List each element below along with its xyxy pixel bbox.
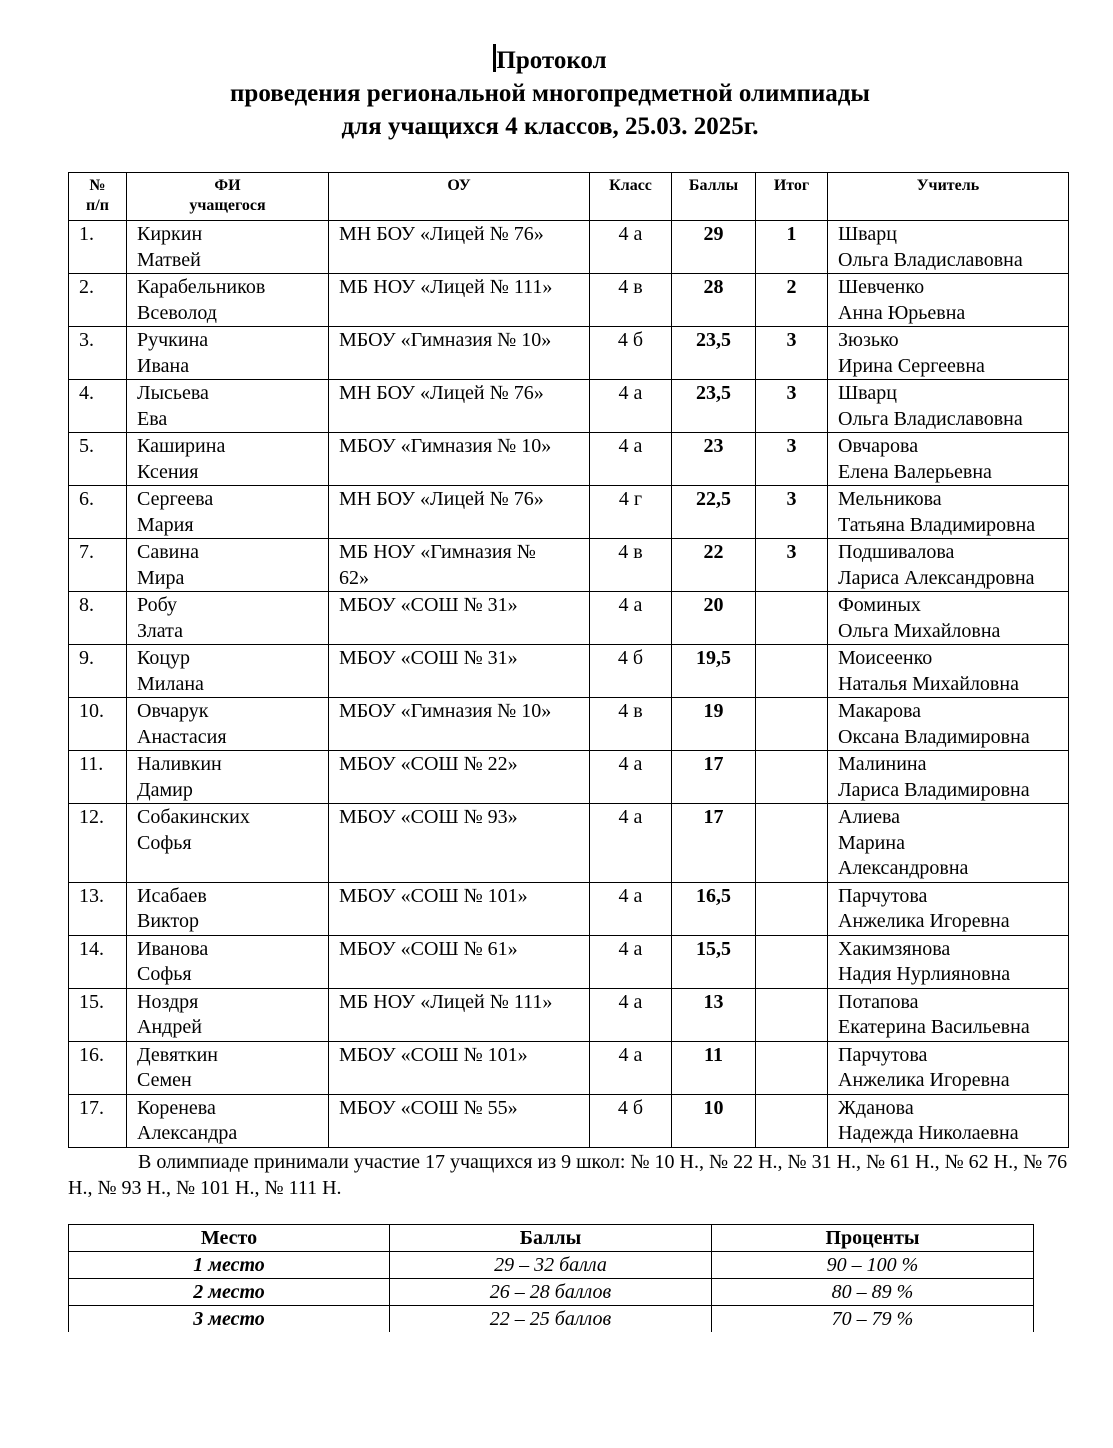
grade-cell: 4 г xyxy=(590,486,672,539)
teacher-name: Малинина Лариса Владимировна xyxy=(828,751,1069,804)
student-name: Савина Мира xyxy=(127,539,329,592)
table-row xyxy=(69,935,1069,988)
percent-range: 80 – 89 % xyxy=(712,1279,1034,1306)
table-row xyxy=(69,1094,1069,1147)
col-header-score: Баллы xyxy=(672,173,756,221)
grade-cell: 4 а xyxy=(590,380,672,433)
score-cell: 13 xyxy=(672,988,756,1041)
table-row xyxy=(69,804,1069,883)
school-name: МБОУ «СОШ № 101» xyxy=(329,882,590,935)
score-cell: 22 xyxy=(672,539,756,592)
result-cell xyxy=(756,935,828,988)
school-name: МН БОУ «Лицей № 76» xyxy=(329,380,590,433)
table-row xyxy=(69,882,1069,935)
score-cell: 29 xyxy=(672,221,756,274)
student-name: Лысьева Ева xyxy=(127,380,329,433)
student-name: Овчарук Анастасия xyxy=(127,698,329,751)
teacher-name: Шевченко Анна Юрьевна xyxy=(828,274,1069,327)
teacher-name: Хакимзянова Надия Нурлияновна xyxy=(828,935,1069,988)
student-name: Робу Злата xyxy=(127,592,329,645)
school-name: МБОУ «Гимназия № 10» xyxy=(329,433,590,486)
table-row xyxy=(69,380,1069,433)
grade-cell: 4 а xyxy=(590,935,672,988)
table-row xyxy=(69,1041,1069,1094)
place-label: 1 место xyxy=(69,1252,390,1279)
grade-cell: 4 а xyxy=(590,592,672,645)
result-cell xyxy=(756,988,828,1041)
student-name: Исабаев Виктор xyxy=(127,882,329,935)
school-name: МБОУ «Гимназия № 10» xyxy=(329,327,590,380)
place-label: 3 место xyxy=(69,1306,390,1333)
teacher-name: Моисеенко Наталья Михайловна xyxy=(828,645,1069,698)
school-name: МН БОУ «Лицей № 76» xyxy=(329,486,590,539)
grade-cell: 4 а xyxy=(590,804,672,883)
result-cell: 1 xyxy=(756,221,828,274)
student-name: Собакинских Софья xyxy=(127,804,329,883)
row-number: 1. xyxy=(69,221,127,274)
results-table xyxy=(68,172,1069,1148)
score-cell: 15,5 xyxy=(672,935,756,988)
teacher-name: Макарова Оксана Владимировна xyxy=(828,698,1069,751)
row-number: 10. xyxy=(69,698,127,751)
result-cell: 3 xyxy=(756,539,828,592)
school-name: МБ НОУ «Лицей № 111» xyxy=(329,274,590,327)
grade-cell: 4 а xyxy=(590,751,672,804)
score-cell: 16,5 xyxy=(672,882,756,935)
teacher-name: Зюзько Ирина Сергеевна xyxy=(828,327,1069,380)
row-number: 4. xyxy=(69,380,127,433)
row-number: 13. xyxy=(69,882,127,935)
places-header-place: Место xyxy=(69,1225,390,1252)
table-row xyxy=(69,433,1069,486)
student-name: Карабельников Всеволод xyxy=(127,274,329,327)
col-header-grade: Класс xyxy=(590,173,672,221)
student-name: Иванова Софья xyxy=(127,935,329,988)
grade-cell: 4 а xyxy=(590,988,672,1041)
table-row xyxy=(69,751,1069,804)
row-number: 17. xyxy=(69,1094,127,1147)
student-name: Сергеева Мария xyxy=(127,486,329,539)
row-number: 9. xyxy=(69,645,127,698)
result-cell xyxy=(756,698,828,751)
points-range: 26 – 28 баллов xyxy=(390,1279,712,1306)
grade-cell: 4 б xyxy=(590,327,672,380)
teacher-name: Овчарова Елена Валерьевна xyxy=(828,433,1069,486)
title-line-3: для учащихся 4 классов, 25.03. 2025г. xyxy=(341,113,759,140)
row-number: 16. xyxy=(69,1041,127,1094)
row-number: 2. xyxy=(69,274,127,327)
score-cell: 17 xyxy=(672,751,756,804)
table-row xyxy=(69,327,1069,380)
results-header-row xyxy=(69,173,1069,221)
participation-note: В олимпиаде принимали участие 17 учащихся из 9 школ: № 10 Н., № 22 Н., № 31 Н., № 61 Н., № 62 Н., № 76 Н., № 93 Н., № 101 Н., № 111 Н. xyxy=(68,1151,1068,1199)
row-number: 6. xyxy=(69,486,127,539)
places-header-row xyxy=(69,1225,1034,1252)
school-name: МБОУ «СОШ № 93» xyxy=(329,804,590,883)
places-body xyxy=(69,1252,1034,1333)
table-row xyxy=(69,274,1069,327)
student-name: Коренева Александра xyxy=(127,1094,329,1147)
result-cell: 2 xyxy=(756,274,828,327)
row-number: 14. xyxy=(69,935,127,988)
row-number: 12. xyxy=(69,804,127,883)
document-title xyxy=(0,44,1100,143)
teacher-name: Фоминых Ольга Михайловна xyxy=(828,592,1069,645)
score-cell: 23,5 xyxy=(672,327,756,380)
school-name: МБОУ «СОШ № 31» xyxy=(329,645,590,698)
places-header-percent: Проценты xyxy=(712,1225,1034,1252)
teacher-name: Парчутова Анжелика Игоревна xyxy=(828,882,1069,935)
score-cell: 19,5 xyxy=(672,645,756,698)
title-text-1: Протокол xyxy=(496,47,607,74)
student-name: Коцур Милана xyxy=(127,645,329,698)
title-line-1 xyxy=(0,44,1100,77)
grade-cell: 4 а xyxy=(590,221,672,274)
row-number: 5. xyxy=(69,433,127,486)
places-row xyxy=(69,1279,1034,1306)
result-cell xyxy=(756,1041,828,1094)
teacher-name: Шварц Ольга Владиславовна xyxy=(828,221,1069,274)
col-header-teacher: Учитель xyxy=(828,173,1069,221)
score-cell: 11 xyxy=(672,1041,756,1094)
row-number: 11. xyxy=(69,751,127,804)
grade-cell: 4 в xyxy=(590,274,672,327)
row-number: 15. xyxy=(69,988,127,1041)
teacher-name: Алиева Марина Александровна xyxy=(828,804,1069,883)
percent-range: 90 – 100 % xyxy=(712,1252,1034,1279)
table-row xyxy=(69,988,1069,1041)
score-cell: 20 xyxy=(672,592,756,645)
table-row xyxy=(69,645,1069,698)
score-cell: 22,5 xyxy=(672,486,756,539)
col-header-result: Итог xyxy=(756,173,828,221)
score-cell: 23,5 xyxy=(672,380,756,433)
student-name: Ручкина Ивана xyxy=(127,327,329,380)
row-number: 7. xyxy=(69,539,127,592)
result-cell: 3 xyxy=(756,327,828,380)
student-name: Каширина Ксения xyxy=(127,433,329,486)
percent-range: 70 – 79 % xyxy=(712,1306,1034,1333)
row-number: 3. xyxy=(69,327,127,380)
student-name: Киркин Матвей xyxy=(127,221,329,274)
score-cell: 28 xyxy=(672,274,756,327)
score-cell: 17 xyxy=(672,804,756,883)
results-body xyxy=(69,221,1069,1148)
teacher-name: Шварц Ольга Владиславовна xyxy=(828,380,1069,433)
result-cell xyxy=(756,751,828,804)
table-row xyxy=(69,221,1069,274)
result-cell: 3 xyxy=(756,380,828,433)
teacher-name: Подшивалова Лариса Александровна xyxy=(828,539,1069,592)
places-row xyxy=(69,1306,1034,1333)
school-name: МБОУ «СОШ № 61» xyxy=(329,935,590,988)
result-cell: 3 xyxy=(756,486,828,539)
school-name: МБ НОУ «Лицей № 111» xyxy=(329,988,590,1041)
teacher-name: Потапова Екатерина Васильевна xyxy=(828,988,1069,1041)
result-cell xyxy=(756,592,828,645)
table-row xyxy=(69,486,1069,539)
school-name: МБОУ «СОШ № 31» xyxy=(329,592,590,645)
school-name: МН БОУ «Лицей № 76» xyxy=(329,221,590,274)
student-name: Ноздря Андрей xyxy=(127,988,329,1041)
result-cell xyxy=(756,1094,828,1147)
student-name: Наливкин Дамир xyxy=(127,751,329,804)
table-row xyxy=(69,539,1069,592)
places-table xyxy=(68,1224,1034,1332)
points-range: 22 – 25 баллов xyxy=(390,1306,712,1333)
teacher-name: Парчутова Анжелика Игоревна xyxy=(828,1041,1069,1094)
grade-cell: 4 б xyxy=(590,1094,672,1147)
col-header-name: ФИ учащегося xyxy=(127,173,329,221)
table-row xyxy=(69,592,1069,645)
result-cell xyxy=(756,804,828,883)
grade-cell: 4 а xyxy=(590,433,672,486)
result-cell: 3 xyxy=(756,433,828,486)
col-header-num: № п/п xyxy=(69,173,127,221)
grade-cell: 4 б xyxy=(590,645,672,698)
school-name: МБОУ «СОШ № 101» xyxy=(329,1041,590,1094)
places-header-points: Баллы xyxy=(390,1225,712,1252)
score-cell: 23 xyxy=(672,433,756,486)
grade-cell: 4 в xyxy=(590,698,672,751)
result-cell xyxy=(756,645,828,698)
col-header-school: ОУ xyxy=(329,173,590,221)
teacher-name: Мельникова Татьяна Владимировна xyxy=(828,486,1069,539)
grade-cell: 4 а xyxy=(590,1041,672,1094)
student-name: Девяткин Семен xyxy=(127,1041,329,1094)
place-label: 2 место xyxy=(69,1279,390,1306)
school-name: МБОУ «Гимназия № 10» xyxy=(329,698,590,751)
teacher-name: Жданова Надежда Николаевна xyxy=(828,1094,1069,1147)
school-name: МБ НОУ «Гимназия № 62» xyxy=(329,539,590,592)
table-row xyxy=(69,698,1069,751)
score-cell: 19 xyxy=(672,698,756,751)
row-number: 8. xyxy=(69,592,127,645)
title-line-2: проведения региональной многопредметной олимпиады xyxy=(230,80,870,107)
places-row xyxy=(69,1252,1034,1279)
school-name: МБОУ «СОШ № 22» xyxy=(329,751,590,804)
grade-cell: 4 а xyxy=(590,882,672,935)
grade-cell: 4 в xyxy=(590,539,672,592)
school-name: МБОУ «СОШ № 55» xyxy=(329,1094,590,1147)
points-range: 29 – 32 балла xyxy=(390,1252,712,1279)
score-cell: 10 xyxy=(672,1094,756,1147)
result-cell xyxy=(756,882,828,935)
